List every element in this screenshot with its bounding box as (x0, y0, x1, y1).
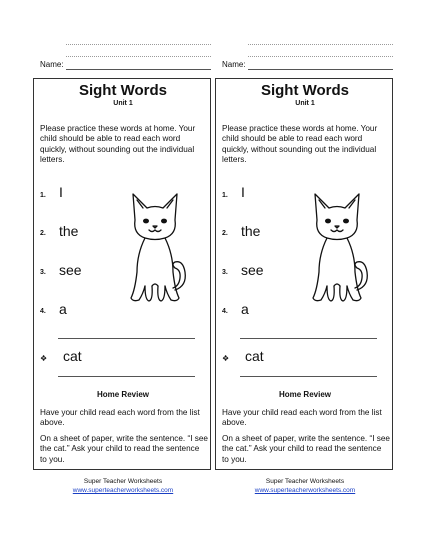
sight-word: I (59, 184, 63, 200)
word-number: 1. (40, 192, 46, 199)
unit-label: Unit 1 (113, 100, 133, 107)
unit-label: Unit 1 (295, 100, 315, 107)
word-number: 2. (222, 230, 228, 237)
sight-word: cat (63, 348, 82, 364)
dotted-line-top (248, 44, 393, 45)
word-number: 3. (222, 269, 228, 276)
writing-line (240, 338, 377, 339)
page-title: Sight Words (78, 82, 168, 99)
name-label: Name: (40, 60, 64, 69)
sight-word: the (241, 223, 261, 239)
word-number: 4. (222, 308, 228, 315)
sight-word: see (241, 262, 264, 278)
footer-link[interactable]: www.superteacherworksheets.com (72, 487, 174, 494)
sight-word: I (241, 184, 245, 200)
dotted-line-second (248, 56, 393, 57)
writing-line (58, 338, 195, 339)
page-title: Sight Words (260, 82, 350, 99)
cat-illustration-icon (301, 190, 373, 306)
footer-brand: Super Teacher Worksheets (83, 478, 163, 485)
footer-brand: Super Teacher Worksheets (265, 478, 345, 485)
sight-word: see (59, 262, 82, 278)
home-review-heading: Home Review (278, 390, 332, 399)
word-number: 3. (40, 269, 46, 276)
name-label: Name: (222, 60, 246, 69)
sight-word: the (59, 223, 79, 239)
home-review-heading: Home Review (96, 390, 150, 399)
word-number: 2. (40, 230, 46, 237)
diamond-bullet-icon: ❖ (222, 354, 230, 363)
instructions-text: Please practice these words at home. Your child should be able to read each word quickly, without sounding out the individual letters. (222, 124, 378, 164)
footer-link[interactable]: www.superteacherworksheets.com (254, 487, 356, 494)
review-paragraph: On a sheet of paper, write the sentence. “I see the cat.” Ask your child to read the sentence to you. (222, 434, 390, 464)
review-paragraph: Have your child read each word from the list above. (40, 408, 200, 428)
dotted-line-second (66, 56, 211, 57)
word-number: 4. (40, 308, 46, 315)
name-field-line (66, 69, 211, 70)
review-paragraph: On a sheet of paper, write the sentence. “I see the cat.” Ask your child to read the sentence to you. (40, 434, 208, 464)
diamond-bullet-icon: ❖ (40, 354, 48, 363)
instructions-text: Please practice these words at home. Your child should be able to read each word quickly, without sounding out the individual letters. (40, 124, 196, 164)
name-field-line (248, 69, 393, 70)
word-number: 1. (222, 192, 228, 199)
cat-illustration-icon (119, 190, 191, 306)
sight-word: a (59, 301, 67, 317)
sight-word: a (241, 301, 249, 317)
sight-word: cat (245, 348, 264, 364)
dotted-line-top (66, 44, 211, 45)
review-paragraph: Have your child read each word from the list above. (222, 408, 382, 428)
writing-line (240, 376, 377, 377)
writing-line (58, 376, 195, 377)
